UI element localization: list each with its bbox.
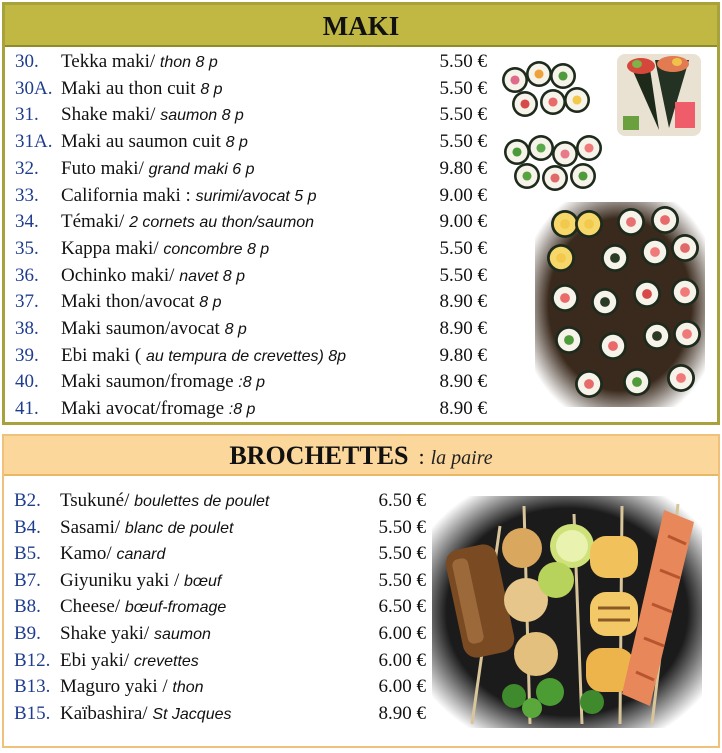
item-label (61, 182, 317, 210)
item-number: 39. (15, 344, 39, 366)
item-number: 31A. (15, 131, 53, 153)
item-price: 5.50 € (439, 131, 487, 153)
brochettes-section (2, 434, 720, 748)
menu-item (15, 208, 485, 235)
item-name: Cheese/ (60, 596, 121, 618)
menu-item (14, 540, 424, 567)
menu-item (15, 235, 485, 262)
menu-item (15, 128, 485, 155)
menu-item (15, 315, 485, 342)
menu-item (14, 673, 424, 700)
item-description: concombre 8 p (163, 240, 270, 258)
item-price: 9.80 € (439, 157, 487, 179)
item-name: Ochinko maki/ (61, 264, 175, 286)
item-name: Kappa maki/ (61, 237, 159, 259)
item-name: Tsukuné/ (60, 490, 130, 511)
item-description: 8 p (225, 134, 248, 152)
item-price: 6.50 € (378, 596, 426, 618)
item-label (61, 342, 346, 370)
item-price: 8.90 € (378, 702, 426, 724)
item-label (61, 48, 218, 76)
item-description: crevettes (133, 652, 199, 670)
maki-section (2, 2, 720, 425)
item-description: St Jacques (152, 705, 232, 723)
menu-item (14, 620, 424, 647)
item-description: thon 8 p (159, 54, 218, 71)
item-label (61, 368, 265, 396)
item-number: 41. (15, 398, 39, 420)
brochettes-photo (432, 496, 702, 728)
menu-item (15, 182, 485, 209)
item-price: 9.00 € (439, 211, 487, 233)
item-name: Futo maki/ (61, 157, 144, 179)
item-price: 6.00 € (378, 676, 426, 698)
item-price: 5.50 € (439, 77, 487, 99)
item-description: 8 p (199, 294, 222, 312)
item-description: bœuf-fromage (124, 599, 227, 617)
item-description: saumon (153, 626, 211, 643)
item-price: 5.50 € (439, 51, 487, 72)
item-label (61, 208, 314, 236)
item-name: Sasami/ (60, 516, 121, 538)
item-name: Maguro yaki / (60, 676, 168, 698)
item-label (60, 673, 204, 701)
item-description: bœuf (184, 572, 222, 590)
item-number: 35. (15, 237, 39, 259)
item-description: au tempura de crevettes) 8p (145, 347, 347, 365)
item-name: Kaïbashira/ (60, 702, 148, 724)
brochettes-separator: : (418, 444, 425, 469)
item-label (60, 540, 165, 568)
item-price: 9.80 € (439, 344, 487, 366)
item-description: navet 8 p (179, 267, 246, 285)
item-number: 32. (15, 157, 39, 179)
item-description: thon (172, 679, 204, 697)
brochettes-subtitle: la paire (430, 447, 493, 469)
item-number: B8. (14, 596, 41, 618)
item-number: B4. (14, 516, 41, 538)
item-label (61, 395, 255, 423)
item-label (61, 315, 247, 343)
item-name: Kamo/ (60, 543, 112, 565)
menu-item (15, 48, 485, 75)
maki-header (5, 5, 717, 47)
item-price: 5.50 € (378, 516, 426, 538)
item-description: surimi/avocat 5 p (195, 187, 317, 205)
menu-item (15, 395, 485, 422)
item-description: 8 p (224, 321, 247, 338)
item-price: 6.00 € (378, 623, 426, 644)
item-name: Shake maki/ (61, 104, 156, 126)
item-description: 2 cornets au thon/saumon (129, 214, 315, 232)
item-description: :8 p (228, 401, 256, 419)
item-label (60, 647, 199, 675)
item-number: 37. (15, 291, 39, 313)
item-price: 9.00 € (439, 184, 487, 206)
menu-item (15, 101, 485, 128)
item-description: saumon 8 p (160, 107, 244, 125)
item-label (60, 567, 221, 595)
item-number: 31. (15, 104, 39, 126)
item-price: 5.50 € (378, 543, 426, 565)
menu-item (14, 647, 424, 674)
item-number: B13. (14, 676, 51, 698)
item-description: canard (116, 546, 166, 564)
item-description: :8 p (238, 374, 265, 392)
item-description: boulettes de poulet (134, 493, 270, 510)
item-price: 8.90 € (439, 398, 487, 420)
menu-item (15, 368, 485, 395)
item-label (60, 487, 269, 515)
item-label (61, 101, 244, 129)
item-label (60, 700, 231, 728)
menu-item (14, 593, 424, 620)
item-number: B2. (14, 490, 41, 511)
item-number: 33. (15, 184, 39, 206)
brochettes-title: BROCHETTES (229, 441, 409, 470)
item-label (61, 128, 248, 156)
item-name: Maki au saumon cuit (61, 131, 221, 153)
menu-item (15, 288, 485, 315)
item-price: 5.50 € (439, 264, 487, 286)
item-name: Ebi yaki/ (60, 649, 130, 671)
item-price: 5.50 € (378, 569, 426, 591)
item-name: Shake yaki/ (60, 623, 150, 644)
item-number: 34. (15, 211, 39, 233)
item-name: California maki : (61, 184, 191, 206)
item-number: 38. (15, 318, 39, 339)
item-number: 30A. (15, 77, 53, 99)
maki-platter-photo (535, 202, 705, 407)
menu-item (15, 342, 485, 369)
item-price: 5.50 € (439, 104, 487, 126)
item-number: B7. (14, 569, 41, 591)
item-label (60, 620, 211, 648)
item-number: 36. (15, 264, 39, 286)
item-price: 8.90 € (439, 318, 487, 339)
item-label (61, 75, 223, 103)
item-name: Maki thon/avocat (61, 291, 200, 313)
item-description: 8 p (200, 80, 223, 98)
item-name: Témaki/ (61, 211, 125, 233)
item-description: grand maki 6 p (148, 160, 255, 178)
item-label (61, 155, 254, 183)
item-price: 6.50 € (378, 490, 426, 511)
sushi-maki-photos (495, 52, 615, 197)
item-number: 40. (15, 371, 39, 393)
item-label (60, 593, 226, 621)
item-price: 6.00 € (378, 649, 426, 671)
item-name: Giyuniku yaki / (60, 569, 180, 591)
item-name: Tekka maki/ (61, 51, 156, 72)
item-number: B12. (14, 649, 51, 671)
item-description: blanc de poulet (124, 519, 234, 537)
item-price: 8.90 € (439, 371, 487, 393)
item-name: Ebi maki ( (61, 344, 142, 366)
temaki-cone-photo (615, 52, 703, 138)
menu-item (15, 75, 485, 102)
brochettes-header (4, 436, 718, 476)
item-label (61, 262, 245, 290)
menu-item (14, 700, 424, 727)
item-name: Maki au thon cuit (61, 77, 196, 99)
item-number: B15. (14, 702, 51, 724)
item-number: B9. (14, 623, 41, 644)
item-number: B5. (14, 543, 41, 565)
item-label (61, 235, 269, 263)
item-name: Maki avocat/fromage (61, 398, 225, 420)
item-price: 8.90 € (439, 291, 487, 313)
menu-item (14, 487, 424, 514)
maki-title: MAKI (322, 11, 400, 41)
item-name: Maki saumon/fromage (61, 371, 234, 393)
menu-item (14, 514, 424, 541)
menu-item (14, 567, 424, 594)
item-label (60, 514, 233, 542)
item-price: 5.50 € (439, 237, 487, 259)
menu-item (15, 155, 485, 182)
menu-item (15, 262, 485, 289)
item-number: 30. (15, 51, 39, 72)
item-label (61, 288, 222, 316)
item-name: Maki saumon/avocat (61, 318, 220, 339)
